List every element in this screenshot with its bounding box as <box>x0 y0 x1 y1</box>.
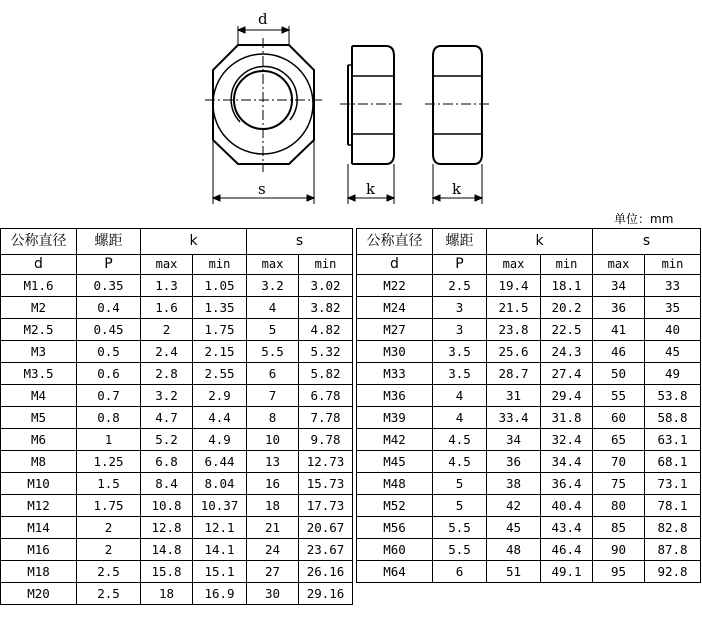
cell-k-min: 46.4 <box>541 539 593 561</box>
cell-k-max: 21.5 <box>487 297 541 319</box>
cell-s-max: 55 <box>593 385 645 407</box>
table-row <box>1 473 353 495</box>
label-s: s <box>258 180 266 198</box>
cell-pitch: 1.75 <box>77 495 141 517</box>
cell-s-min: 15.73 <box>299 473 353 495</box>
cell-k-min: 32.4 <box>541 429 593 451</box>
cell-pitch: 0.8 <box>77 407 141 429</box>
cell-pitch: 0.35 <box>77 275 141 297</box>
cell-k-min: 14.1 <box>193 539 247 561</box>
table-row <box>1 583 353 605</box>
cell-s-min: 45 <box>645 341 701 363</box>
cell-diameter: M24 <box>357 297 433 319</box>
cell-k-max: 5.2 <box>141 429 193 451</box>
cell-k-max: 51 <box>487 561 541 583</box>
cell-k-max: 12.8 <box>141 517 193 539</box>
cell-k-min: 43.4 <box>541 517 593 539</box>
cell-s-max: 41 <box>593 319 645 341</box>
cell-pitch: 5.5 <box>433 517 487 539</box>
table-row <box>357 319 701 341</box>
table-row <box>357 495 701 517</box>
cell-pitch: 2.5 <box>433 275 487 297</box>
header-s: s <box>593 229 701 255</box>
cell-diameter: M56 <box>357 517 433 539</box>
cell-diameter: M6 <box>1 429 77 451</box>
cell-k-max: 14.8 <box>141 539 193 561</box>
cell-pitch: 2 <box>77 517 141 539</box>
table-row <box>357 363 701 385</box>
cell-k-min: 15.1 <box>193 561 247 583</box>
header-k-max: max <box>487 255 541 275</box>
cell-diameter: M20 <box>1 583 77 605</box>
cell-pitch: 4 <box>433 407 487 429</box>
cell-s-min: 68.1 <box>645 451 701 473</box>
cell-pitch: 3.5 <box>433 341 487 363</box>
cell-k-min: 1.05 <box>193 275 247 297</box>
cell-k-min: 22.5 <box>541 319 593 341</box>
cell-pitch: 2 <box>77 539 141 561</box>
cell-diameter: M2.5 <box>1 319 77 341</box>
cell-k-max: 18 <box>141 583 193 605</box>
cell-s-min: 3.82 <box>299 297 353 319</box>
cell-s-min: 92.8 <box>645 561 701 583</box>
cell-pitch: 2.5 <box>77 583 141 605</box>
cell-s-max: 6 <box>247 363 299 385</box>
cell-diameter: M22 <box>357 275 433 297</box>
cell-s-min: 29.16 <box>299 583 353 605</box>
cell-pitch: 5 <box>433 495 487 517</box>
side-view-2 <box>425 46 490 164</box>
cell-pitch: 4 <box>433 385 487 407</box>
cell-k-max: 42 <box>487 495 541 517</box>
table-row <box>1 319 353 341</box>
cell-s-max: 18 <box>247 495 299 517</box>
cell-s-max: 85 <box>593 517 645 539</box>
cell-k-min: 2.15 <box>193 341 247 363</box>
table-row <box>1 451 353 473</box>
cell-diameter: M1.6 <box>1 275 77 297</box>
cell-s-max: 50 <box>593 363 645 385</box>
cell-s-max: 3.2 <box>247 275 299 297</box>
cell-pitch: 5.5 <box>433 539 487 561</box>
cell-diameter: M48 <box>357 473 433 495</box>
table-row <box>1 363 353 385</box>
cell-k-min: 36.4 <box>541 473 593 495</box>
cell-s-max: 65 <box>593 429 645 451</box>
top-view <box>205 38 322 172</box>
cell-s-max: 46 <box>593 341 645 363</box>
label-k2: k <box>452 180 462 198</box>
cell-pitch: 1.5 <box>77 473 141 495</box>
cell-s-max: 5 <box>247 319 299 341</box>
cell-pitch: 0.6 <box>77 363 141 385</box>
header-s-min: min <box>299 255 353 275</box>
cell-s-min: 9.78 <box>299 429 353 451</box>
cell-k-max: 3.2 <box>141 385 193 407</box>
cell-s-min: 7.78 <box>299 407 353 429</box>
header-k-max: max <box>141 255 193 275</box>
table-row <box>1 495 353 517</box>
cell-s-min: 63.1 <box>645 429 701 451</box>
table-row <box>1 517 353 539</box>
header-nominal-diameter: 公称直径 <box>357 229 433 255</box>
cell-s-max: 34 <box>593 275 645 297</box>
cell-k-min: 2.9 <box>193 385 247 407</box>
header-symbol-p: P <box>433 255 487 275</box>
cell-pitch: 0.4 <box>77 297 141 319</box>
cell-s-min: 53.8 <box>645 385 701 407</box>
unit-label: 单位：mm <box>614 212 674 226</box>
header-k: k <box>141 229 247 255</box>
cell-k-max: 1.6 <box>141 297 193 319</box>
cell-k-max: 31 <box>487 385 541 407</box>
cell-s-max: 24 <box>247 539 299 561</box>
cell-s-max: 70 <box>593 451 645 473</box>
cell-k-max: 48 <box>487 539 541 561</box>
cell-k-max: 28.7 <box>487 363 541 385</box>
cell-s-min: 73.1 <box>645 473 701 495</box>
table-row <box>1 539 353 561</box>
cell-k-min: 1.75 <box>193 319 247 341</box>
side-view-1 <box>340 46 402 164</box>
thread-arc <box>231 66 297 122</box>
cell-pitch: 3 <box>433 297 487 319</box>
cell-s-min: 17.73 <box>299 495 353 517</box>
cell-diameter: M2 <box>1 297 77 319</box>
table-row <box>1 275 353 297</box>
cell-s-max: 10 <box>247 429 299 451</box>
cell-k-min: 31.8 <box>541 407 593 429</box>
cell-s-max: 27 <box>247 561 299 583</box>
cell-k-min: 27.4 <box>541 363 593 385</box>
table-row <box>357 561 701 583</box>
header-s-max: max <box>593 255 645 275</box>
cell-k-min: 1.35 <box>193 297 247 319</box>
table-row <box>357 473 701 495</box>
table-row <box>1 429 353 451</box>
cell-k-min: 29.4 <box>541 385 593 407</box>
cell-diameter: M30 <box>357 341 433 363</box>
cell-s-max: 80 <box>593 495 645 517</box>
cell-k-max: 23.8 <box>487 319 541 341</box>
cell-k-max: 45 <box>487 517 541 539</box>
cell-pitch: 3 <box>433 319 487 341</box>
cell-pitch: 4.5 <box>433 451 487 473</box>
cell-s-min: 12.73 <box>299 451 353 473</box>
cell-s-min: 78.1 <box>645 495 701 517</box>
cell-k-min: 24.3 <box>541 341 593 363</box>
header-s: s <box>247 229 353 255</box>
cell-diameter: M36 <box>357 385 433 407</box>
cell-s-min: 35 <box>645 297 701 319</box>
cell-diameter: M5 <box>1 407 77 429</box>
cell-diameter: M12 <box>1 495 77 517</box>
label-k1: k <box>366 180 376 198</box>
cell-k-max: 2 <box>141 319 193 341</box>
cell-s-min: 3.02 <box>299 275 353 297</box>
cell-k-max: 34 <box>487 429 541 451</box>
cell-s-max: 4 <box>247 297 299 319</box>
cell-k-min: 49.1 <box>541 561 593 583</box>
table-row <box>1 385 353 407</box>
cell-diameter: M3 <box>1 341 77 363</box>
cell-s-max: 75 <box>593 473 645 495</box>
cell-diameter: M39 <box>357 407 433 429</box>
table-row <box>357 451 701 473</box>
cell-k-min: 16.9 <box>193 583 247 605</box>
table-row <box>357 275 701 297</box>
cell-k-max: 4.7 <box>141 407 193 429</box>
cell-k-max: 10.8 <box>141 495 193 517</box>
cell-s-min: 5.82 <box>299 363 353 385</box>
cell-s-min: 87.8 <box>645 539 701 561</box>
cell-s-min: 40 <box>645 319 701 341</box>
cell-k-min: 2.55 <box>193 363 247 385</box>
table-row <box>1 407 353 429</box>
header-symbol-d: d <box>1 255 77 275</box>
cell-diameter: M52 <box>357 495 433 517</box>
cell-k-max: 25.6 <box>487 341 541 363</box>
cell-k-max: 2.8 <box>141 363 193 385</box>
cell-diameter: M42 <box>357 429 433 451</box>
header-pitch: 螺距 <box>77 229 141 255</box>
cell-pitch: 5 <box>433 473 487 495</box>
cell-s-max: 36 <box>593 297 645 319</box>
cell-k-max: 6.8 <box>141 451 193 473</box>
table-row <box>1 561 353 583</box>
cell-s-min: 20.67 <box>299 517 353 539</box>
spec-table-right <box>356 228 701 583</box>
cell-k-min: 4.4 <box>193 407 247 429</box>
cell-s-max: 90 <box>593 539 645 561</box>
cell-pitch: 4.5 <box>433 429 487 451</box>
table-row <box>357 517 701 539</box>
cell-diameter: M8 <box>1 451 77 473</box>
cell-pitch: 2.5 <box>77 561 141 583</box>
cell-s-min: 82.8 <box>645 517 701 539</box>
cell-k-min: 34.4 <box>541 451 593 473</box>
table-row <box>357 429 701 451</box>
cell-diameter: M3.5 <box>1 363 77 385</box>
cell-k-max: 1.3 <box>141 275 193 297</box>
cell-k-min: 40.4 <box>541 495 593 517</box>
cell-s-min: 58.8 <box>645 407 701 429</box>
header-k-min: min <box>193 255 247 275</box>
cell-k-max: 2.4 <box>141 341 193 363</box>
cell-s-max: 8 <box>247 407 299 429</box>
table-row <box>357 385 701 407</box>
cell-k-min: 6.44 <box>193 451 247 473</box>
table-row <box>1 297 353 319</box>
cell-diameter: M27 <box>357 319 433 341</box>
cell-s-min: 23.67 <box>299 539 353 561</box>
cell-k-max: 19.4 <box>487 275 541 297</box>
cell-k-min: 12.1 <box>193 517 247 539</box>
header-k: k <box>487 229 593 255</box>
cell-pitch: 0.7 <box>77 385 141 407</box>
header-pitch: 螺距 <box>433 229 487 255</box>
cell-k-min: 4.9 <box>193 429 247 451</box>
cell-s-min: 49 <box>645 363 701 385</box>
cell-s-min: 6.78 <box>299 385 353 407</box>
cell-k-max: 8.4 <box>141 473 193 495</box>
header-symbol-d: d <box>357 255 433 275</box>
cell-pitch: 0.45 <box>77 319 141 341</box>
cell-s-min: 4.82 <box>299 319 353 341</box>
cell-diameter: M33 <box>357 363 433 385</box>
cell-s-max: 95 <box>593 561 645 583</box>
cell-k-min: 8.04 <box>193 473 247 495</box>
header-nominal-diameter: 公称直径 <box>1 229 77 255</box>
cell-diameter: M14 <box>1 517 77 539</box>
cell-diameter: M18 <box>1 561 77 583</box>
header-s-max: max <box>247 255 299 275</box>
table-row <box>357 539 701 561</box>
table-row <box>357 297 701 319</box>
cell-s-max: 7 <box>247 385 299 407</box>
cell-s-max: 13 <box>247 451 299 473</box>
cell-s-min: 26.16 <box>299 561 353 583</box>
cell-s-max: 60 <box>593 407 645 429</box>
spec-table-left <box>0 228 353 605</box>
header-symbol-p: P <box>77 255 141 275</box>
cell-pitch: 0.5 <box>77 341 141 363</box>
hex-nut-drawing <box>0 0 702 210</box>
cell-k-min: 18.1 <box>541 275 593 297</box>
cell-s-max: 30 <box>247 583 299 605</box>
cell-k-min: 10.37 <box>193 495 247 517</box>
cell-diameter: M45 <box>357 451 433 473</box>
table-row <box>357 407 701 429</box>
cell-k-max: 33.4 <box>487 407 541 429</box>
header-k-min: min <box>541 255 593 275</box>
cell-s-min: 5.32 <box>299 341 353 363</box>
cell-pitch: 1 <box>77 429 141 451</box>
cell-diameter: M16 <box>1 539 77 561</box>
cell-diameter: M10 <box>1 473 77 495</box>
cell-diameter: M60 <box>357 539 433 561</box>
cell-s-max: 5.5 <box>247 341 299 363</box>
cell-s-max: 21 <box>247 517 299 539</box>
cell-pitch: 3.5 <box>433 363 487 385</box>
cell-s-min: 33 <box>645 275 701 297</box>
cell-pitch: 6 <box>433 561 487 583</box>
cell-s-max: 16 <box>247 473 299 495</box>
cell-k-min: 20.2 <box>541 297 593 319</box>
cell-k-max: 15.8 <box>141 561 193 583</box>
table-row <box>357 341 701 363</box>
cell-pitch: 1.25 <box>77 451 141 473</box>
cell-diameter: M4 <box>1 385 77 407</box>
label-d: d <box>258 10 268 28</box>
cell-diameter: M64 <box>357 561 433 583</box>
table-row <box>1 341 353 363</box>
cell-k-max: 38 <box>487 473 541 495</box>
cell-k-max: 36 <box>487 451 541 473</box>
header-s-min: min <box>645 255 701 275</box>
